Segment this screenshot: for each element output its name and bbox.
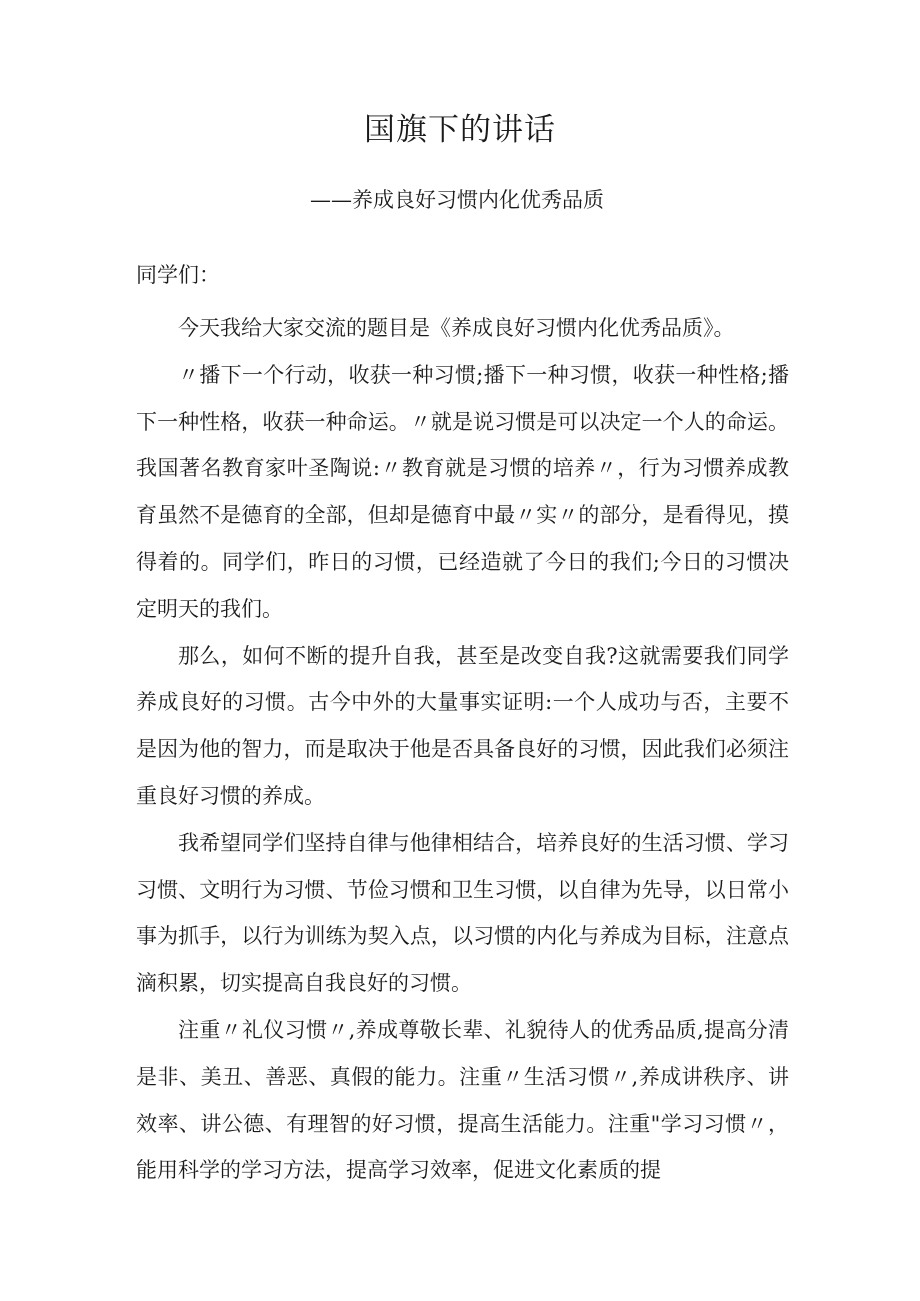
paragraph: 那么，如何不断的提升自我，甚至是改变自我?这就需要我们同学养成良好的习惯。古今中外的大量事实证明:一个人成功与否，主要不是因为他的智力，而是取决于他是否具备良好的习惯，因此我们必须注重良好习惯的养成。	[136, 643, 789, 808]
salutation: 同学们：	[136, 263, 220, 287]
paragraph: 我希望同学们坚持自律与他律相结合，培养良好的生活习惯、学习习惯、文明行为习惯、节俭习惯和卫生习惯，以自律为先导，以日常小事为抓手，以行为训练为契入点，以习惯的内化与养成为目标，注意点滴积累，切实提高自我良好的习惯。	[136, 830, 789, 996]
paragraph: 今天我给大家交流的题目是《养成良好习惯内化优秀品质》。	[178, 316, 735, 340]
paragraph: 〃播下一个行动，收获一种习惯;播下一种习惯，收获一种性格;播下一种性格，收获一种命运。〃就是说习惯是可以决定一个人的命运。我国著名教育家叶圣陶说:〃教育就是习惯的培养〃，行为习惯养成教育虽然不是德育的全部，但却是德育中最〃实〃的部分，是看得见，摸得着的。同学们，昨日的习惯，已经造就了今日的我们;今日的习惯决定明天的我们。	[136, 362, 789, 621]
page-subtitle: ——养成良好习惯内化优秀品质	[310, 188, 604, 212]
page-title: 国旗下的讲话	[364, 112, 556, 148]
speech-body	[136, 305, 789, 1194]
paragraph: 注重〃礼仪习惯〃,养成尊敬长辈、礼貌待人的优秀品质,提高分清是非、美丑、善恶、真假的能力。注重〃生活习惯〃,养成讲秩序、讲效率、讲公德、有理智的好习惯，提高生活能力。注重"学习习惯〃，能用科学的学习方法，提高学习效率，促进文化素质的提	[136, 1017, 789, 1183]
